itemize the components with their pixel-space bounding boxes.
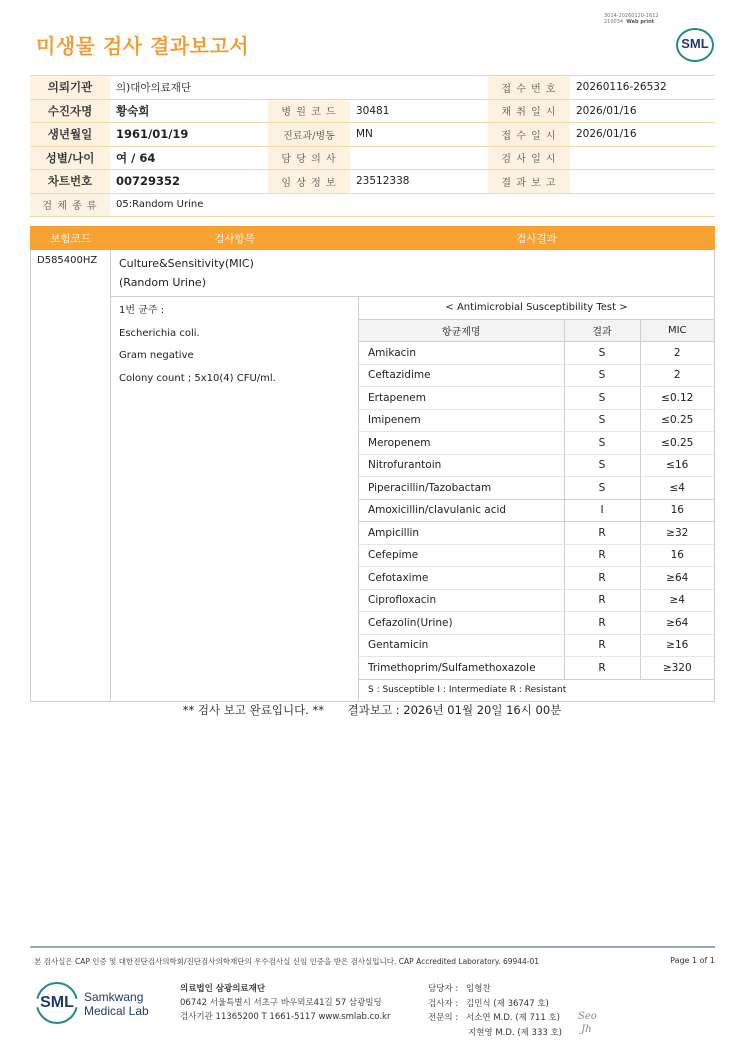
manager-value: 임형찬 [466, 984, 491, 994]
ast-mic: 2 [640, 364, 714, 387]
doctor-value [350, 146, 488, 170]
birth-label: 생년월일 [30, 123, 110, 147]
name-value: 황숙희 [110, 99, 268, 123]
insurance-code: D585400HZ [31, 250, 111, 702]
ast-drug: Piperacillin/Tazobactam [359, 477, 564, 500]
org-address [180, 982, 390, 1024]
receipt-date-value: 2026/01/16 [570, 123, 715, 147]
report-value [570, 170, 715, 194]
ast-result: S [564, 409, 640, 432]
ast-result: R [564, 612, 640, 635]
ast-mic: ≥4 [640, 589, 714, 612]
col-result-header: 검사결과 [359, 227, 715, 250]
ast-result: R [564, 522, 640, 545]
ast-drug: Ertapenem [359, 387, 564, 410]
ast-drug: Amikacin [359, 342, 564, 365]
hospital-code-value: 30481 [350, 99, 488, 123]
ast-drug: Trimethoprim/Sulfamethoxazole [359, 657, 564, 680]
done-text: ** 검사 보고 완료입니다. ** [182, 703, 324, 717]
ast-row [359, 499, 714, 522]
sex-age-value: 여 / 64 [110, 146, 268, 170]
ast-row [359, 364, 714, 387]
completion-line [0, 702, 744, 718]
ast-caption: < Antimicrobial Susceptibility Test > [359, 297, 714, 319]
brand-line2: Medical Lab [84, 1004, 149, 1018]
ast-row [359, 544, 714, 567]
ast-legend: S : Susceptible I : Intermediate R : Resistant [368, 685, 567, 696]
ast-result: R [564, 567, 640, 590]
ast-col-drug: 항균제명 [359, 319, 564, 342]
ast-row [359, 387, 714, 410]
organism-cell [111, 297, 359, 702]
test-item-name: Culture&Sensitivity(MIC) [119, 257, 254, 270]
staff-block [428, 982, 562, 1040]
ast-result: I [564, 499, 640, 522]
ast-mic: 16 [640, 544, 714, 567]
clinical-value: 23512338 [350, 170, 488, 194]
receipt-no-value: 20260116-26532 [570, 76, 715, 100]
ast-row [359, 634, 714, 657]
ast-cell [359, 297, 715, 702]
ast-drug: Meropenem [359, 432, 564, 455]
ast-mic: ≥32 [640, 522, 714, 545]
organism-label: 1번 균주 : [119, 305, 165, 316]
signature-mark: Seo Jh [578, 1011, 597, 1035]
ast-row [359, 567, 714, 590]
ast-row [359, 589, 714, 612]
org-contact: 검사기관 11365200 T 1661-5117 www.smlab.co.kr [180, 1012, 391, 1022]
ast-row [359, 612, 714, 635]
dept-label: 진료과/병동 [268, 123, 350, 147]
ast-mic: ≤0.12 [640, 387, 714, 410]
ast-result: R [564, 544, 640, 567]
report-label: 결 과 보 고 [488, 170, 570, 194]
requester-label: 의뢰기관 [30, 76, 110, 100]
ast-row [359, 342, 714, 365]
receipt-no-label: 접 수 번 호 [488, 76, 570, 100]
ast-result: R [564, 634, 640, 657]
ast-mic: ≤16 [640, 454, 714, 477]
tester-label: 검사자 : [428, 998, 459, 1009]
ast-drug: Amoxicillin/clavulanic acid [359, 499, 564, 522]
ast-drug: Ceftazidime [359, 364, 564, 387]
requester-value: 의)대아의료재단 [110, 76, 488, 100]
ast-mic: 2 [640, 342, 714, 365]
hospital-code-label: 병 원 코 드 [268, 99, 350, 123]
name-label: 수진자명 [30, 99, 110, 123]
ast-row [359, 522, 714, 545]
ast-mic: ≥64 [640, 612, 714, 635]
print-label: Web print [626, 19, 655, 25]
ast-drug: Ampicillin [359, 522, 564, 545]
receipt-date-label: 접 수 일 시 [488, 123, 570, 147]
brand-name [84, 990, 149, 1018]
print-code-line2: 210034 [604, 19, 624, 25]
organism-name: Escherichia coli. [119, 327, 200, 339]
chart-label: 차트번호 [30, 170, 110, 194]
ast-drug: Cefotaxime [359, 567, 564, 590]
ast-drug: Cefepime [359, 544, 564, 567]
ast-drug: Ciprofloxacin [359, 589, 564, 612]
ast-result: R [564, 657, 640, 680]
sml-logo [676, 28, 714, 62]
ast-result: S [564, 432, 640, 455]
footer-logo-text: SML [40, 994, 74, 1011]
test-item-sub: (Random Urine) [119, 276, 206, 289]
test-date-label: 검 사 일 시 [488, 146, 570, 170]
ast-result: S [564, 342, 640, 365]
col-insurance-header: 보험코드 [31, 227, 111, 250]
ast-row [359, 477, 714, 500]
ast-row [359, 454, 714, 477]
ast-row [359, 409, 714, 432]
manager-label: 담당자 : [428, 984, 459, 994]
print-code [604, 13, 659, 25]
ast-mic: ≤0.25 [640, 432, 714, 455]
specimen-label: 검 체 종 류 [30, 193, 110, 217]
ast-mic: ≥16 [640, 634, 714, 657]
ast-result: S [564, 477, 640, 500]
ast-mic: ≥64 [640, 567, 714, 590]
ast-drug: Gentamicin [359, 634, 564, 657]
sex-age-label: 성별/나이 [30, 146, 110, 170]
ast-col-result: 결과 [564, 319, 640, 342]
ast-row [359, 432, 714, 455]
doctor-label: 담 당 의 사 [268, 146, 350, 170]
footer-logo [36, 982, 78, 1024]
organism-count: Colony count ; 5x10(4) CFU/ml. [119, 372, 276, 384]
ast-drug: Imipenem [359, 409, 564, 432]
report-title: 미생물 검사 결과보고서 [36, 34, 250, 58]
results-table [30, 226, 715, 702]
page-number: Page 1 of 1 [670, 956, 715, 965]
ast-result: S [564, 364, 640, 387]
ast-result: R [564, 589, 640, 612]
expert-label: 전문의 : [428, 1013, 459, 1023]
ast-mic: ≤4 [640, 477, 714, 500]
certification-text: 본 검사실은 CAP 인증 및 대한진단검사의학회/진단검사의학재단의 우수검사실 신임 인증을 받은 검사실입니다. CAP Accredited Laboratory. 69944-01 [34, 957, 540, 966]
specimen-value: 05:Random Urine [110, 193, 715, 217]
chart-value: 00729352 [110, 170, 268, 194]
ast-mic: 16 [640, 499, 714, 522]
ast-result: S [564, 387, 640, 410]
ast-col-mic: MIC [640, 319, 714, 342]
tester-value: 김민식 (제 36747 호) [466, 998, 549, 1009]
ast-row [359, 657, 714, 680]
ast-drug: Nitrofurantoin [359, 454, 564, 477]
ast-result: S [564, 454, 640, 477]
collect-date-label: 채 취 일 시 [488, 99, 570, 123]
logo-text: SML [681, 36, 709, 51]
ast-drug: Cefazolin(Urine) [359, 612, 564, 635]
ast-mic: ≤0.25 [640, 409, 714, 432]
collect-date-value: 2026/01/16 [570, 99, 715, 123]
org-name: 의료법인 삼광의료재단 [180, 984, 266, 994]
test-date-value [570, 146, 715, 170]
report-time: 결과보고 : 2026년 01월 20일 16시 00분 [347, 703, 562, 717]
test-item-cell [111, 250, 715, 297]
patient-info-table [30, 75, 715, 217]
clinical-label: 임 상 정 보 [268, 170, 350, 194]
dept-value: MN [350, 123, 488, 147]
organism-gram: Gram negative [119, 350, 194, 361]
birth-value: 1961/01/19 [110, 123, 268, 147]
brand-line1: Samkwang [84, 990, 144, 1004]
col-item-header: 검사항목 [111, 227, 359, 250]
ast-mic: ≥320 [640, 657, 714, 680]
expert2-value: 지현영 M.D. (제 333 호) [468, 1027, 563, 1038]
expert1-value: 서소연 M.D. (제 711 호) [466, 1013, 561, 1023]
footer-divider [30, 946, 715, 948]
org-address-line: 06742 서울특별시 서초구 바우뫼로41길 57 삼광빌딩 [180, 998, 382, 1008]
ast-table [359, 297, 714, 701]
print-code-line1: 3014-20260120-1612 [604, 13, 659, 19]
